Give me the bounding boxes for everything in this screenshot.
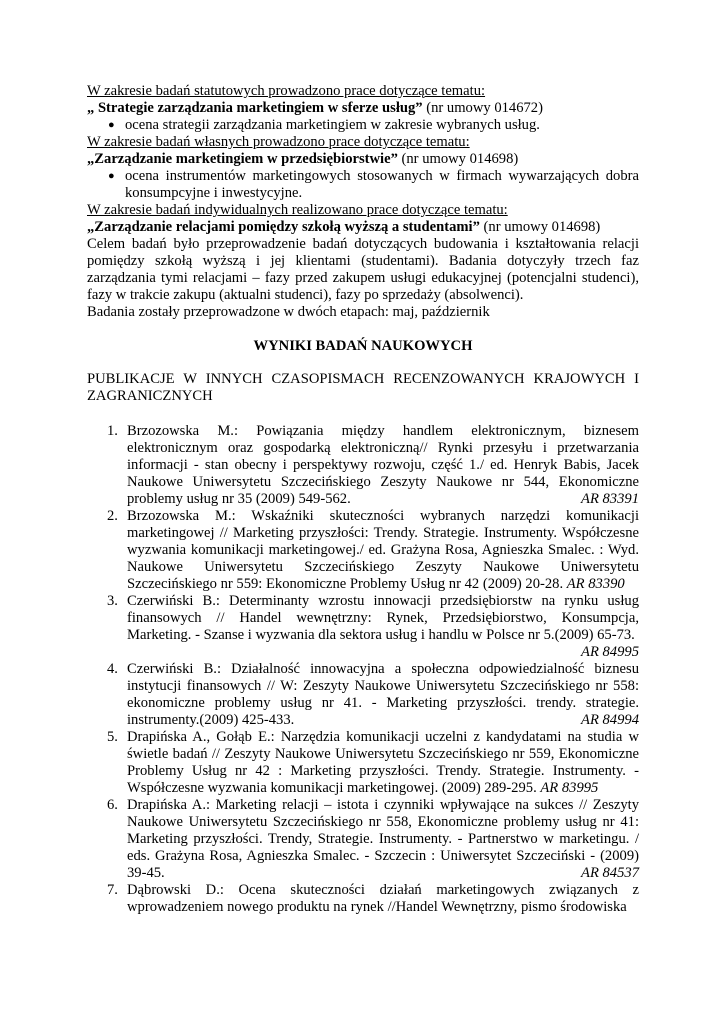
publication-text: Brzozowska M.: Wskaźniki skuteczności wybranych narzędzi komunikacji marketingowej // Marketing przyszłości: Trendy. Strategie. Instrumenty. Współczesne wyzwania komunikacji marketingowej./ ed. Grażyna Rosa, Agnieszka Smalec. : Wyd. Naukowe Uniwersytetu Szczecińskiego Zeszyty Naukowe Uniwersytetu Szczecińskiego nr 559: Ekonomiczne Problemy Usług nr 42 (2009) 20-28. xyxy=(127,508,639,592)
topic-2-contract: (nr umowy 014698) xyxy=(397,151,519,167)
results-heading: WYNIKI BADAŃ NAUKOWYCH xyxy=(253,338,473,354)
topic-3-title: „Zarządzanie relacjami pomiędzy szkołą wyższą a studentami” xyxy=(87,219,480,235)
publication-text: Czerwiński B.: Determinanty wzrostu innowacji przedsiębiorstw na rynku usług finansowych // Handel wewnętrzny: Rynek, Przedsiębiorstwo, Konsumpcja, Marketing. - Szanse i wyzwania dla sektora usług i handlu w Polsce nr 5.(2009) 65-73. xyxy=(127,593,639,643)
publication-ar: AR 83390 xyxy=(566,576,625,592)
publication-text: Drapińska A., Gołąb E.: Narzędzia komunikacji uczelni z kandydatami na studia w świetle badań // Zeszyty Naukowe Uniwersytetu Szczecińskiego nr 559, Ekonomiczne Problemy Usług nr 42 : Marketing przyszłości. Trendy. Strategie. Instrumenty. - Współczesne wyzwania komunikacji marketingowej. (2009) 289-295. xyxy=(127,729,639,796)
publications-section-title: PUBLIKACJE W INNYCH CZASOPISMACH RECENZOWANYCH KRAJOWYCH I ZAGRANICZNYCH xyxy=(87,371,639,404)
bullet-text: ocena strategii zarządzania marketingiem w zakresie wybranych usług. xyxy=(125,117,540,133)
publication-number: 3. xyxy=(107,593,118,609)
publication-number: 1. xyxy=(107,423,118,439)
publications-list xyxy=(87,423,639,916)
publication-text: Drapińska A.: Marketing relacji – istota i czynniki wpływające na sukces // Zeszyty Naukowe Uniwersytetu Szczecińskiego nr 558, Ekonomiczne problemy usług nr 41: Marketing przyszłości. Trendy, Strategie. Instrumenty. - Partnerstwo w marketingu. / eds. Grażyna Rosa, Agnieszka Smalec. - Szczecin : Uniwersytet Szczeciński - (2009) 39-45. xyxy=(127,797,639,881)
publication-ar: AR 83995 xyxy=(540,780,599,796)
topic-3 xyxy=(87,219,639,236)
publication-item xyxy=(87,797,639,882)
topic-2 xyxy=(87,151,639,168)
topic-1 xyxy=(87,100,639,117)
publication-item xyxy=(87,423,639,508)
intro-line-individual: W zakresie badań indywidualnych realizowano prace dotyczące tematu: xyxy=(87,202,508,218)
publication-ar: AR 84995 xyxy=(581,644,639,660)
publication-item xyxy=(87,729,639,797)
publication-number: 6. xyxy=(107,797,118,813)
bullet-icon: ● xyxy=(108,170,115,182)
bullet-list-2 xyxy=(87,168,639,202)
bullet-item xyxy=(87,117,639,134)
topic-2-title: „Zarządzanie marketingiem w przedsiębiorstwie” xyxy=(87,151,398,167)
publication-item xyxy=(87,508,639,593)
document-page xyxy=(87,83,639,916)
topic-3-contract: (nr umowy 014698) xyxy=(479,219,601,235)
publication-item xyxy=(87,661,639,729)
research-stages: Badania zostały przeprowadzone w dwóch etapach: maj, październik xyxy=(87,304,490,320)
publication-ar: AR 84994 xyxy=(581,712,639,728)
publication-item xyxy=(87,882,639,916)
topic-1-contract: (nr umowy 014672) xyxy=(422,100,543,116)
topic-1-title: „ Strategie zarządzania marketingiem w sferze usług” xyxy=(87,100,423,116)
intro-line-statutory: W zakresie badań statutowych prowadzono prace dotyczące tematu: xyxy=(87,83,486,99)
publication-number: 4. xyxy=(107,661,118,677)
publication-number: 7. xyxy=(107,882,118,898)
publication-item xyxy=(87,593,639,661)
bullet-item xyxy=(87,168,639,202)
bullet-list-1 xyxy=(87,117,639,134)
intro-line-own: W zakresie badań własnych prowadzono prace dotyczące tematu: xyxy=(87,134,470,150)
publication-ar: AR 83391 xyxy=(581,491,639,507)
bullet-icon: ● xyxy=(108,119,115,131)
publication-text: Brzozowska M.: Powiązania między handlem elektronicznym, biznesem elektronicznym oraz gospodarką elektroniczną// Rynki przesyłu i przetwarzania informacji - stan obecny i perspektywy rozwoju, część 1./ ed. Henryk Babis, Jacek Naukowe Uniwersytetu Szczecińskiego Zeszyty Naukowe nr 544, Ekonomiczne problemy usług nr 35 (2009) 549-562. xyxy=(127,423,639,507)
bullet-text: ocena instrumentów marketingowych stosowanych w firmach wywarzających dobra konsumpcyjne i inwestycyjne. xyxy=(125,168,639,201)
publication-text: Czerwiński B.: Działalność innowacyjna a społeczna odpowiedzialność biznesu instytucji finansowych // W: Zeszyty Naukowe Uniwersytetu Szczecińskiego nr 558: ekonomiczne problemy usług nr 41. - Marketing przyszłości. trendy. strategie. instrumenty.(2009) 425-433. xyxy=(127,661,639,728)
publication-number: 2. xyxy=(107,508,118,524)
research-description: Celem badań było przeprowadzenie badań dotyczących budowania i kształtowania relacji pomiędzy szkołą wyższą i jej klientami (studentami). Badania dotyczyły trzech faz zarządzania tymi relacjami – fazy przed zakupem usługi edukacyjnej (potencjalni studenci), fazy w trakcie zakupu (aktualni studenci), fazy po sprzedaży (absolwenci). xyxy=(87,236,639,303)
publication-ar: AR 84537 xyxy=(581,865,639,881)
publication-text: Dąbrowski D.: Ocena skuteczności działań marketingowych związanych z wprowadzeniem nowego produktu na rynek //Handel Wewnętrzny, pismo środowiska xyxy=(127,882,639,915)
publication-number: 5. xyxy=(107,729,118,745)
